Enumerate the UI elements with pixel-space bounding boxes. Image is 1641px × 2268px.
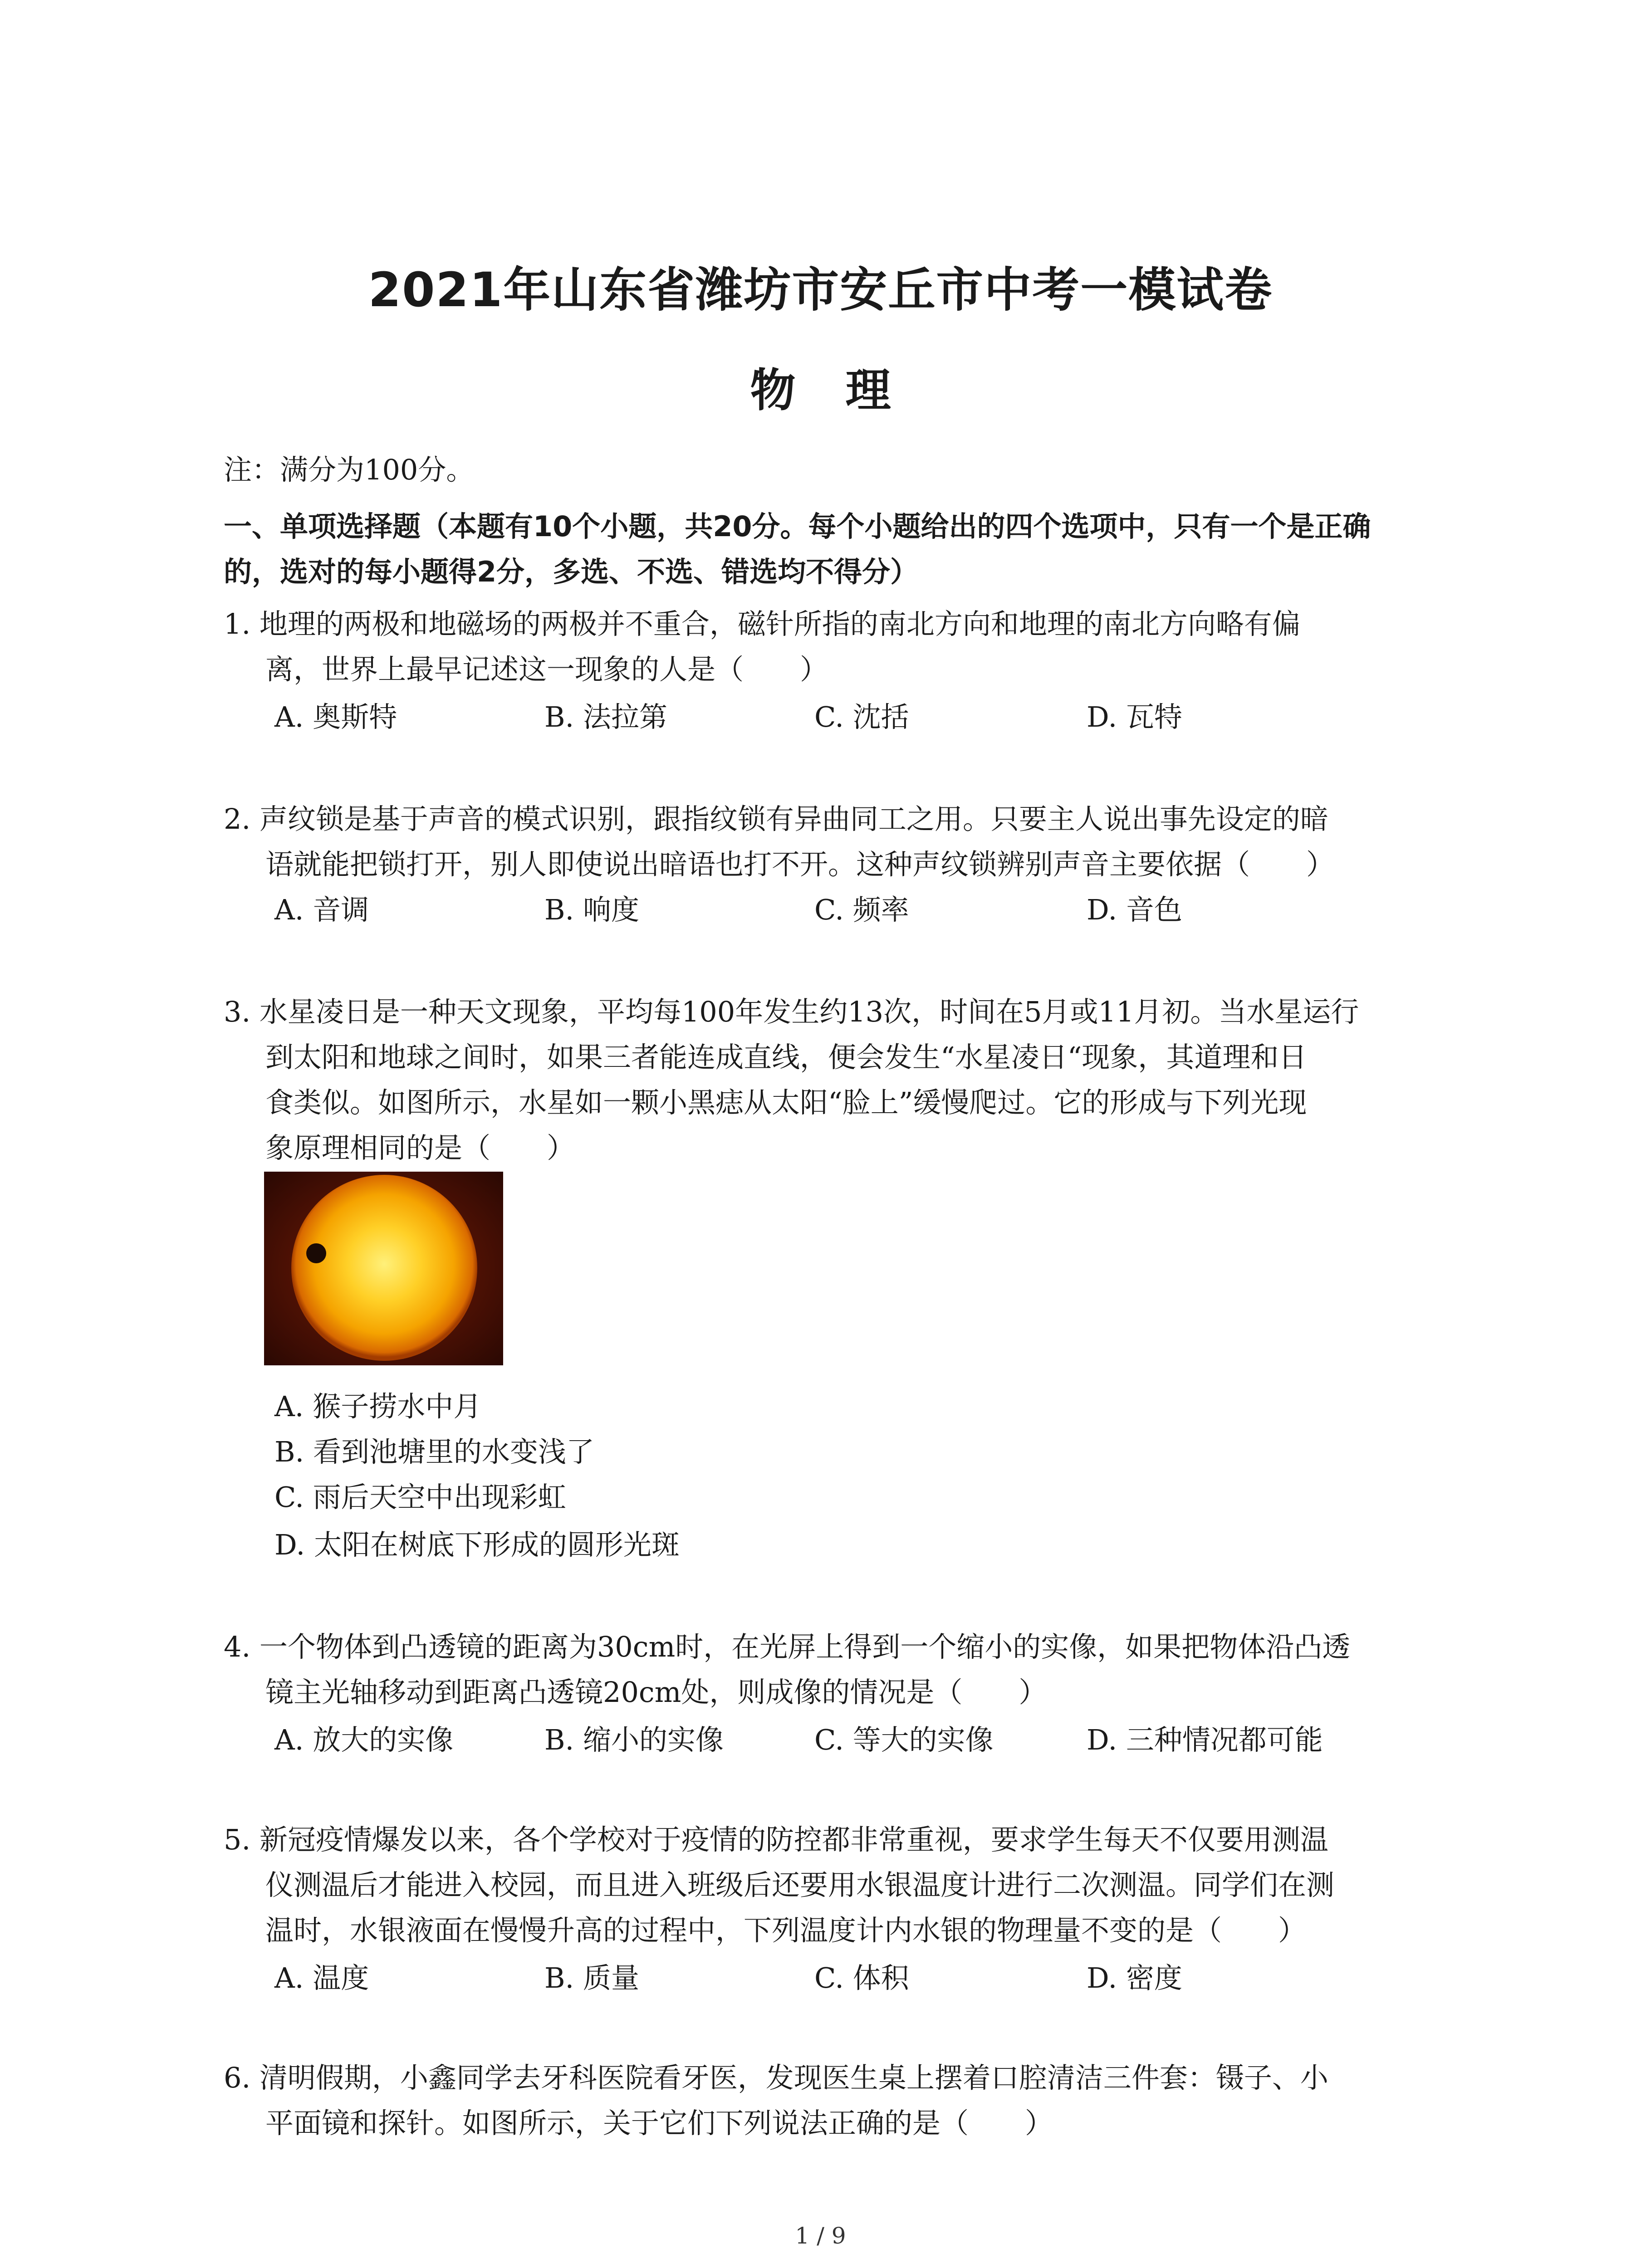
question-4-line-1: 4. 一个物体到凸透镜的距离为30cm时，在光屏上得到一个缩小的实像，如果把物体沿凸透 xyxy=(224,1630,1351,1663)
question-2-option-a: A. 音调 xyxy=(274,893,369,926)
question-5-line-2: 仪测温后才能进入校园，而且进入班级后还要用水银温度计进行二次测温。同学们在测 xyxy=(265,1868,1335,1901)
question-1-option-d: D. 瓦特 xyxy=(1087,700,1182,733)
question-5-line-1: 5. 新冠疫情爆发以来，各个学校对于疫情的防控都非常重视，要求学生每天不仅要用测温 xyxy=(224,1823,1328,1856)
question-5-line-3: 温时，水银液面在慢慢升高的过程中，下列温度计内水银的物理量不变的是（ ） xyxy=(265,1914,1307,1947)
question-1-line-2: 离，世界上最早记述这一现象的人是（ ） xyxy=(265,653,828,686)
section-heading-line-2: 的，选对的每小题得2分，多选、不选、错选均不得分） xyxy=(224,555,919,588)
question-1-option-a: A. 奥斯特 xyxy=(274,700,397,733)
question-3-option-a: A. 猴子捞水中月 xyxy=(274,1390,482,1423)
question-1-option-c: C. 沈括 xyxy=(814,700,909,733)
question-5-option-c: C. 体积 xyxy=(814,1961,909,1994)
question-4-option-a: A. 放大的实像 xyxy=(274,1723,454,1756)
question-3-option-b: B. 看到池塘里的水变浅了 xyxy=(274,1435,594,1468)
question-4-option-d: D. 三种情况都可能 xyxy=(1087,1723,1323,1756)
question-3-line-4: 象原理相同的是（ ） xyxy=(265,1131,575,1164)
question-3-line-1: 3. 水星凌日是一种天文现象，平均每100年发生约13次，时间在5月或11月初。当水星运行 xyxy=(224,995,1359,1028)
question-5-option-b: B. 质量 xyxy=(544,1961,639,1994)
question-3-option-c: C. 雨后天空中出现彩虹 xyxy=(274,1481,566,1514)
page-number: 1 / 9 xyxy=(795,2223,846,2249)
question-5-option-d: D. 密度 xyxy=(1087,1961,1182,1994)
question-2-option-b: B. 响度 xyxy=(544,893,639,926)
section-heading-line-1: 一、单项选择题（本题有10个小题，共20分。每个小题给出的四个选项中，只有一个是正确 xyxy=(224,510,1371,543)
question-1-line-1: 1. 地理的两极和地磁场的两极并不重合，磁针所指的南北方向和地理的南北方向略有偏 xyxy=(224,607,1300,640)
question-2-line-1: 2. 声纹锁是基于声音的模式识别，跟指纹锁有异曲同工之用。只要主人说出事先设定的暗 xyxy=(224,802,1328,836)
subject-heading: 物理 xyxy=(750,364,941,417)
question-4-option-b: B. 缩小的实像 xyxy=(544,1723,724,1756)
page-title: 2021年山东省潍坊市安丘市中考一模试卷 xyxy=(368,262,1273,318)
question-2-option-c: C. 频率 xyxy=(814,893,909,926)
mercury-transit-image xyxy=(264,1172,503,1365)
question-4-line-2: 镜主光轴移动到距离凸透镜20cm处，则成像的情况是（ ） xyxy=(265,1676,1047,1709)
question-2-line-2: 语就能把锁打开，别人即使说出暗语也打不开。这种声纹锁辨别声音主要依据（ ） xyxy=(265,848,1335,881)
question-2-option-d: D. 音色 xyxy=(1087,893,1182,926)
question-3-option-d: D. 太阳在树底下形成的圆形光斑 xyxy=(274,1528,680,1561)
score-note: 注：满分为100分。 xyxy=(224,453,475,486)
question-3-line-2: 到太阳和地球之间时，如果三者能连成直线，便会发生“水星凌日“现象，其道理和日 xyxy=(265,1041,1307,1074)
question-6-line-2: 平面镜和探针。如图所示，关于它们下列说法正确的是（ ） xyxy=(265,2107,1053,2140)
question-1-option-b: B. 法拉第 xyxy=(544,700,667,733)
question-5-option-a: A. 温度 xyxy=(274,1961,369,1994)
question-4-option-c: C. 等大的实像 xyxy=(814,1723,994,1756)
question-3-line-3: 食类似。如图所示，水星如一颗小黑痣从太阳“脸上”缓慢爬过。它的形成与下列光现 xyxy=(265,1086,1307,1119)
question-6-line-1: 6. 清明假期，小鑫同学去牙科医院看牙医，发现医生桌上摆着口腔清洁三件套：镊子、小 xyxy=(224,2061,1328,2094)
